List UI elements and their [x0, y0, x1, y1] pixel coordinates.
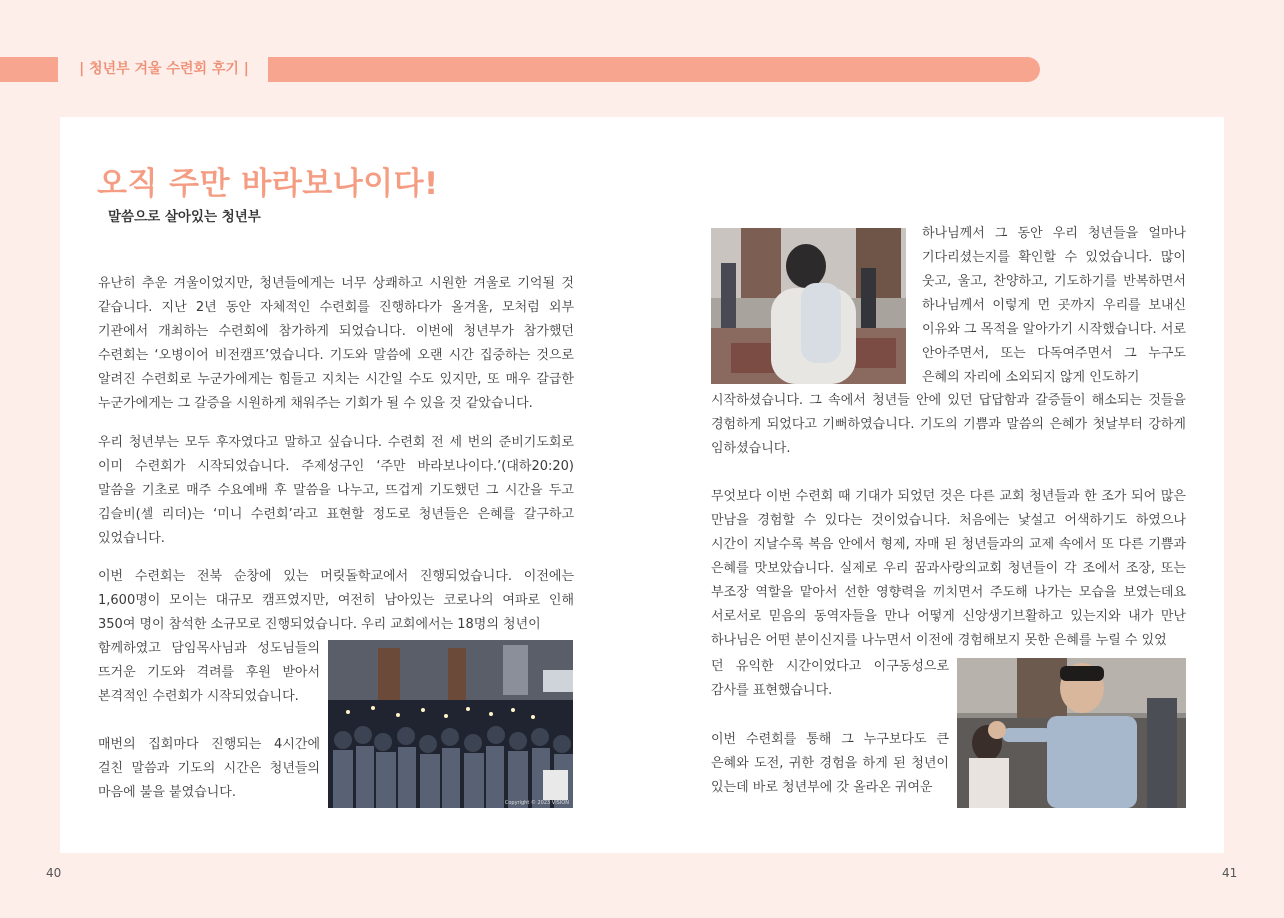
left-paragraph-1: 유난히 추운 겨울이었지만, 청년들에게는 너무 상쾌하고 시원한 겨울로 기억될 것 같습니다. 지난 2년 동안 자체적인 수련회를 진행하다가 올겨울, 모처럼 외부 기관에서 개최하는 수련회에 참가하게 되었습니다. 이번에 청년부가 참가했던 수련회는 ‘오병이어 비전캠프’였습니다. 기도와 말씀에 오랜 시간 집중하는 것으로 알려진 수련회로 누군가에게는 힘들고 지치는 시간일 수도 있지만, 또 매우 갈급한 누군가에게는 그 갈증을 시원하게 채워주는 기회가 될 수 있을 것 같았습니다.: [98, 276, 574, 411]
section-label: | 청년부 겨울 수련회 후기 |: [79, 61, 249, 77]
header-bar-left: [0, 57, 58, 82]
hug-photo: [711, 228, 906, 384]
article-title: 오직 주만 바라보나이다!: [97, 166, 439, 202]
right-paragraph-1: 하나님께서 그 동안 우리 청년들을 얼마나 기다리셨는지를 확인할 수 있었습니다. 많이 웃고, 울고, 찬양하고, 기도하기를 반복하면서 하나님께서 이렇게 먼 곳까지 우리를 보내신 이유와 그 목적을 알아가기 시작했습니다. 서로 안아주면서, 또는 다독여주면서 그 누구도 은혜의 자리에 소외되지 않게 인도하기: [922, 226, 1186, 385]
article-subtitle: 말씀으로 살아있는 청년부: [108, 209, 261, 225]
worship-photo: [328, 640, 573, 808]
left-paragraph-4: 매번의 집회마다 진행되는 4시간에 걸친 말씀과 기도의 시간은 청년들의 마음에 불을 붙였습니다.: [98, 737, 320, 800]
page-number-left: 40: [46, 866, 62, 880]
right-paragraph-1-continued: 시작하셨습니다. 그 속에서 청년들 안에 있던 답답함과 갈증들이 해소되는 것들을 경험하게 되었다고 기뻐하였습니다. 기도의 기쁨과 말씀의 은혜가 첫날부터 강하게 임하셨습니다.: [711, 393, 1186, 456]
left-paragraph-3: 이번 수련회는 전북 순창에 있는 머릿돌학교에서 진행되었습니다. 이전에는 1,600명이 모이는 대규모 캠프였지만, 여전히 남아있는 코로나의 여파로 인해 350여 명이 참석한 소규모로 진행되었습니다. 우리 교회에서는 18명의 청년이: [98, 569, 574, 632]
left-paragraph-2: 우리 청년부는 모두 후자였다고 말하고 싶습니다. 수련회 전 세 번의 준비기도회로 이미 수련회가 시작되었습니다. 주제성구인 ‘주만 바라보나이다.’(대하20:20) 말씀을 기초로 매주 수요예배 후 말씀을 나누고, 뜨겁게 기도했던 그 시간을 두고 김슬비(셀 리더)는 ‘미니 수련회’라고 표현할 정도로 청년들은 은혜를 갈구하고 있었습니다.: [98, 435, 574, 546]
handshake-photo: [957, 658, 1186, 808]
header-bar-right: [268, 57, 1040, 82]
right-paragraph-2-continued: 던 유익한 시간이었다고 이구동성으로 감사를 표현했습니다.: [711, 659, 949, 698]
right-paragraph-2: 무엇보다 이번 수련회 때 기대가 되었던 것은 다른 교회 청년들과 한 조가 되어 많은 만남을 경험할 수 있다는 것이었습니다. 처음에는 낯설고 어색하기도 하였으나 시간이 지날수록 복음 안에서 형제, 자매 된 청년들과의 교제 속에서 또 다른 기쁨과 은혜를 맛보았습니다. 실제로 우리 꿈과사랑의교회 청년들이 각 조에서 조장, 또는 부조장 역할을 맡아서 선한 영향력을 끼치면서 주도해 나가는 모습을 보였는데요 서로서로 믿음의 동역자들을 만나 어떻게 신앙생기브활하고 있는지와 내가 만난 하나님은 어떤 분이신지를 나누면서 이전에 경험해보지 못한 은혜를 누릴 수 있었: [711, 489, 1186, 648]
right-paragraph-3: 이번 수련회를 통해 그 누구보다도 큰 은혜와 도전, 귀한 경험을 하게 된 청년이 있는데 바로 청년부에 갓 올라온 귀여운: [711, 732, 949, 795]
left-paragraph-3-continued: 함께하였고 담임목사님과 성도님들의 뜨거운 기도와 격려를 후원 받아서 본격적인 수련회가 시작되었습니다.: [98, 641, 320, 704]
page-number-right: 41: [1222, 866, 1238, 880]
photo-caption: Copyright © 2023 VISION: [504, 800, 569, 806]
